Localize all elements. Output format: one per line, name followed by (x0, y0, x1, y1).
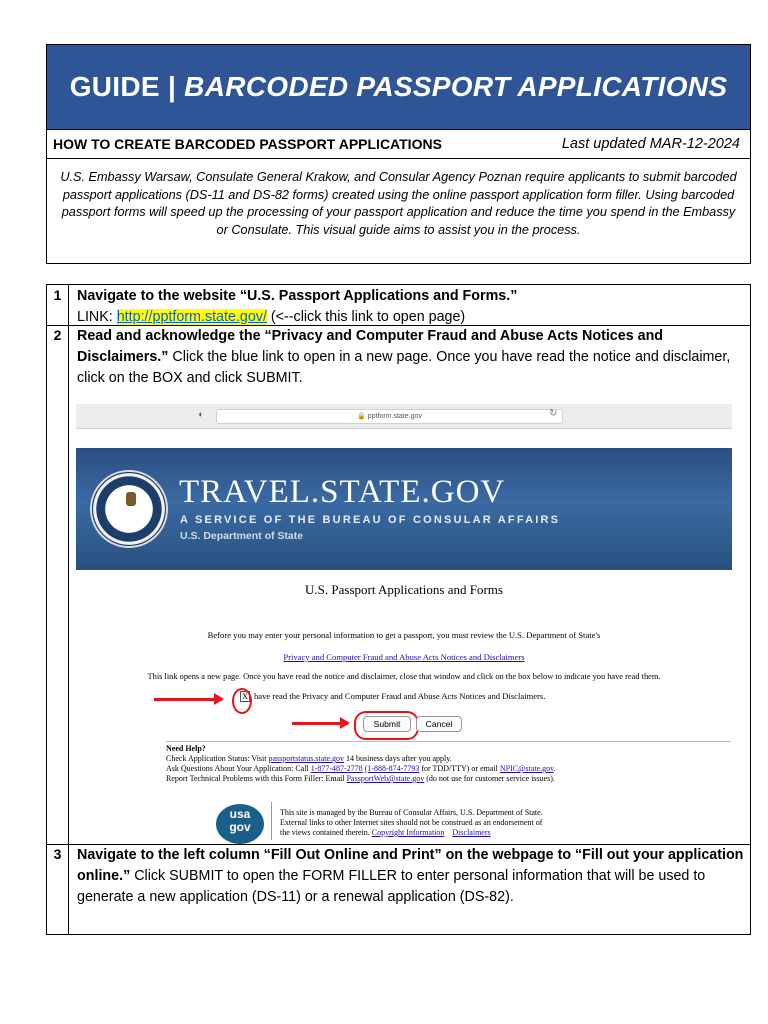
step-instruction: Read and acknowledge the “Privacy and Computer Fraud and Abuse Acts Notices and Disclaimers.” (77, 328, 664, 365)
state-department-seal (90, 470, 168, 548)
help-text: Check Application Status: Visit (166, 754, 269, 763)
help-text: for TDD/TTY) or email (419, 764, 500, 773)
help-text: Report Technical Problems with this Form Filler: Email (166, 774, 347, 783)
managed-text: This site is managed by the Bureau of Consular Affairs, U.S. Department of State. (280, 808, 543, 817)
status-link[interactable]: passportstatus.state.gov (268, 754, 345, 763)
submit-button[interactable]: Submit (363, 716, 411, 732)
cancel-button[interactable]: Cancel (416, 716, 462, 732)
website-screenshot (76, 404, 732, 842)
step-row (47, 285, 750, 326)
travel-state-gov-banner (76, 448, 732, 570)
step-content (77, 286, 744, 328)
step-text: Click SUBMIT to open the FORM FILLER to enter personal information that will be used to generate a new application (DS-11) or a renewal application (DS-82). (77, 868, 706, 905)
passportweb-email-link[interactable]: PassportWeb@state.gov (346, 774, 425, 783)
reload-icon[interactable]: ↻ (549, 408, 558, 419)
managed-text: External links to other Internet sites should not be construed as an endorsement of (280, 818, 543, 827)
page-title: U.S. Passport Applications and Forms (305, 582, 503, 597)
help-text: (do not use for customer service issues). (424, 774, 555, 783)
step-row (47, 844, 750, 935)
help-text: . (553, 764, 556, 773)
logo-text: usa (229, 807, 251, 821)
managed-text: the views contained therein. (280, 828, 372, 837)
last-updated: Last updated MAR-12-2024 (561, 136, 740, 152)
copyright-link[interactable]: Copyright Information (371, 828, 445, 837)
help-text: Ask Questions About Your Application: Call (166, 764, 311, 773)
arrow-to-submit (292, 722, 348, 725)
disclaimers-link[interactable]: Disclaimers (452, 828, 491, 837)
usa-gov-logo[interactable] (216, 804, 264, 844)
title-italic: BARCODED PASSPORT APPLICATIONS (184, 71, 728, 102)
step-instruction: Navigate to the website “U.S. Passport Applications and Forms.” (77, 288, 518, 304)
subheading-row (47, 129, 750, 159)
notice-instruction: This link opens a new page. Once you have read the notice and disclaimer, close that window and click on the box below to indicate you have read them. (147, 672, 661, 681)
help-section (166, 744, 556, 784)
step-number: 1 (47, 285, 69, 325)
url-bar[interactable]: 🔒 pptform.state.gov (216, 409, 563, 424)
divider (271, 802, 272, 840)
pptform-link[interactable]: http://pptform.state.gov/ (116, 309, 267, 325)
step-content (77, 326, 744, 389)
title-prefix: GUIDE | (69, 71, 177, 102)
step-number: 2 (47, 325, 69, 844)
guide-header (46, 44, 751, 264)
intro-paragraph: U.S. Embassy Warsaw, Consulate General Krakow, and Consular Agency Poznan require applicants to submit barcoded passport applications (DS-11 and DS-82 forms) created using the online passport application form filler. Using barcoded passport forms will speed up the processing of your passport application and reduce the time you spend in the Embassy or Consulate. This visual guide aims to assist you in the process. (60, 170, 737, 237)
title-banner (47, 45, 750, 129)
privacy-notice-link[interactable]: Privacy and Computer Fraud and Abuse Acts Notices and Disclaimers (283, 652, 525, 662)
site-tagline: A SERVICE OF THE BUREAU OF CONSULAR AFFAIRS (180, 514, 561, 526)
acknowledge-checkbox[interactable]: X (240, 691, 250, 702)
divider (166, 741, 731, 742)
step-text: Click the blue link to open in a new page. Once you have read the notice and disclaimer, click on the BOX and click SUBMIT. (77, 349, 731, 386)
checkbox-label: have read the Privacy and Computer Fraud and Abuse Acts Notices and Disclaimers. (254, 691, 546, 701)
link-suffix: (<--click this link to open page) (266, 309, 466, 325)
subheading: HOW TO CREATE BARCODED PASSPORT APPLICATIONS (53, 136, 442, 152)
step-number: 3 (47, 844, 69, 935)
site-managed-notice (280, 808, 543, 838)
browser-bar (76, 404, 732, 429)
help-text: 14 business days after you apply. (344, 754, 452, 763)
acknowledge-row (240, 691, 545, 702)
shield-icon[interactable]: ◐ (198, 409, 204, 419)
arrow-to-checkbox (154, 698, 222, 701)
site-department: U.S. Department of State (180, 530, 304, 542)
url-text: pptform.state.gov (367, 413, 422, 420)
logo-text: gov (229, 820, 251, 834)
step-instruction: Navigate to the left column “Fill Out Online and Print” on the webpage to “Fill out your application online.” (77, 847, 744, 884)
notice-text: Before you may enter your personal information to get a passport, you must review the U.S. Department of State's (207, 630, 601, 640)
step-content (77, 845, 744, 908)
npic-email-link[interactable]: NPIC@state.gov (499, 764, 554, 773)
phone-link[interactable]: 1-877-487-2778 (310, 764, 363, 773)
help-heading: Need Help? (166, 744, 206, 753)
tdd-link[interactable]: (1-888-874-7793 (364, 764, 420, 773)
eagle-icon (126, 492, 136, 506)
link-prefix: LINK: (77, 309, 117, 325)
site-title: TRAVEL.STATE.GOV (179, 474, 506, 510)
